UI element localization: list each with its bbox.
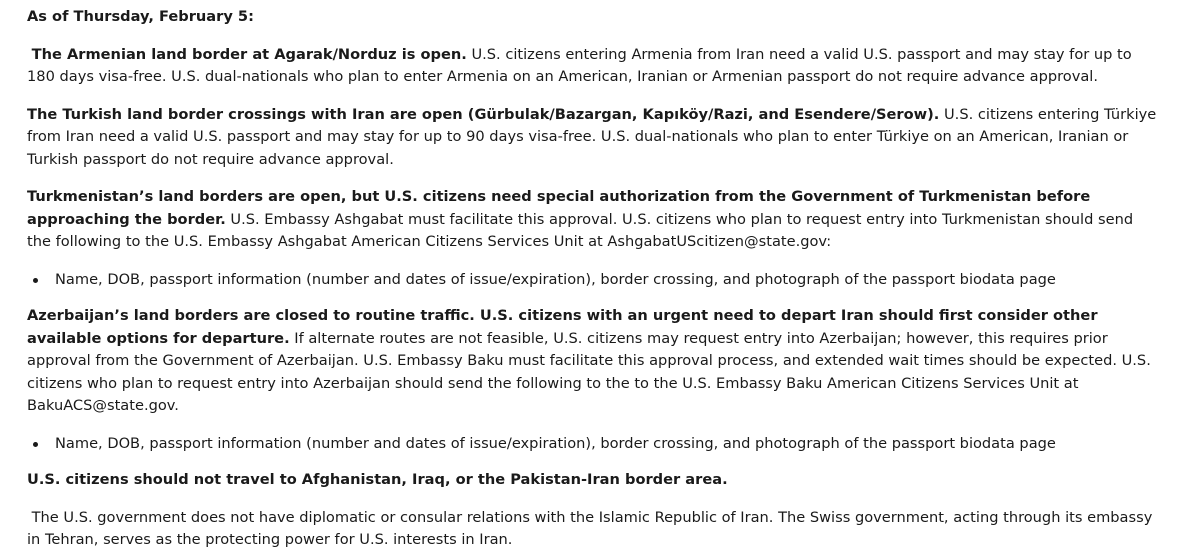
swiss-protecting-power-paragraph xyxy=(27,507,1157,552)
turkmenistan-body-text: U.S. Embassy Ashgabat must facilitate this approval. U.S. citizens who plan to request entry into Turkmenistan should send the following to the U.S. Embassy Ashgabat American Citizens Services Unit at AshgabatUScitizen@state.gov: xyxy=(27,210,1134,250)
do-not-travel-paragraph xyxy=(27,469,1157,492)
azerbaijan-bullet-item: Name, DOB, passport information (number and dates of issue/expiration), border crossing, and photograph of the passport biodata page xyxy=(55,433,1157,456)
azerbaijan-body-text: If alternate routes are not feasible, U.S. citizens may request entry into Azerbaijan; however, this requires prior approval from the Government of Azerbaijan. U.S. Embassy Baku must facilitate this approval process, and extended wait times should be expected. U.S. citizens who plan to request entry into Azerbaijan should send the following to the to the U.S. Embassy Baku American Citizens Services Unit at BakuACS@state.gov. xyxy=(27,329,1151,414)
turkey-paragraph xyxy=(27,104,1157,172)
azerbaijan-bold-lead: Azerbaijan’s land borders are closed to routine traffic. U.S. citizens with an urgent need to depart Iran should first consider other available options for departure. xyxy=(27,307,1098,347)
turkmenistan-paragraph xyxy=(27,186,1157,254)
turkmenistan-bullet-item: Name, DOB, passport information (number and dates of issue/expiration), border crossing, and photograph of the passport biodata page xyxy=(55,269,1157,292)
azerbaijan-paragraph xyxy=(27,305,1157,418)
turkey-body-text: U.S. citizens entering Türkiye from Iran need a valid U.S. passport and may stay for up to 90 days visa-free. U.S. dual-nationals who plan to enter Türkiye on an American, Iranian or Turkish passport do not require advance approval. xyxy=(27,105,1157,168)
swiss-protecting-power-text: The U.S. government does not have diplomatic or consular relations with the Islamic Republic of Iran. The Swiss government, acting through its embassy in Tehran, serves as the protecting power for U.S. interests in Iran. xyxy=(27,508,1153,548)
date-heading xyxy=(27,6,1157,29)
armenia-bold-lead: The Armenian land border at Agarak/Norduz is open. xyxy=(31,45,467,63)
date-heading-text: As of Thursday, February 5: xyxy=(27,8,254,25)
turkmenistan-bold-lead: Turkmenistan’s land borders are open, but U.S. citizens need special authorization from the Government of Turkmenistan before approaching the border. xyxy=(27,188,1091,228)
turkmenistan-bullet-list xyxy=(27,269,1157,292)
azerbaijan-bullet-list xyxy=(27,433,1157,456)
do-not-travel-text: U.S. citizens should not travel to Afghanistan, Iraq, or the Pakistan-Iran border area. xyxy=(27,471,728,488)
armenia-paragraph xyxy=(27,44,1157,89)
turkey-bold-lead: The Turkish land border crossings with Iran are open (Gürbulak/Bazargan, Kapıköy/Razi, and Esendere/Serow). xyxy=(27,105,940,123)
armenia-body-text: U.S. citizens entering Armenia from Iran need a valid U.S. passport and may stay for up to 180 days visa-free. U.S. dual-nationals who plan to enter Armenia on an American, Iranian or Armenian passport do not require advance approval. xyxy=(27,45,1132,85)
